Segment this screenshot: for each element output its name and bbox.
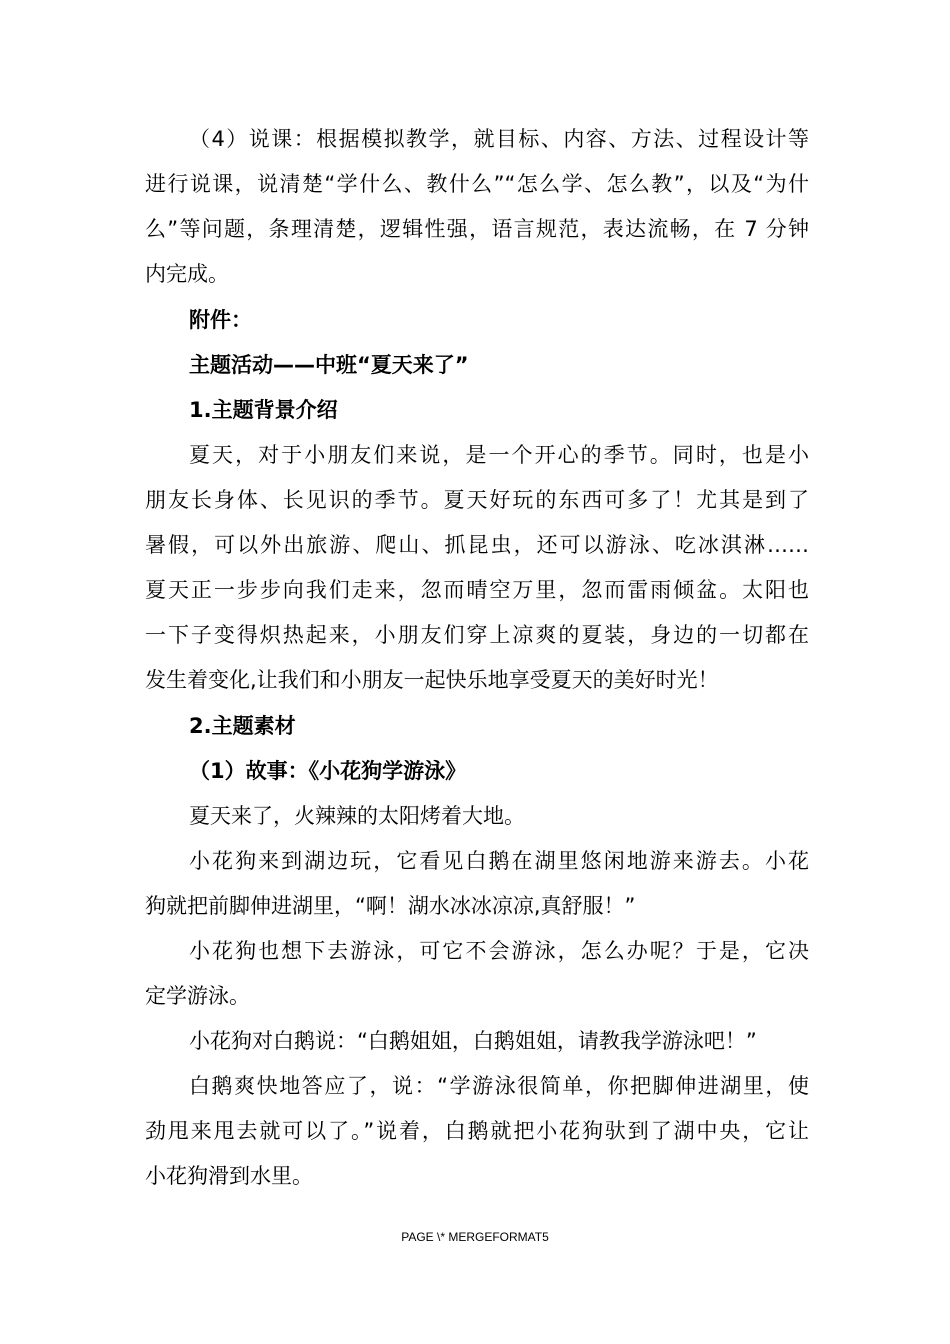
paragraph-line: 白鹅爽快地答应了，说：“学游泳很简单，你把脚伸进湖里，使 (189, 1074, 809, 1098)
attachment-heading: 附件： (189, 308, 252, 332)
paragraph-line: 夏天来了，火辣辣的太阳烤着大地。 (189, 804, 525, 828)
story-title: （1）故事：《小花狗学游泳》 (189, 759, 467, 783)
paragraph-line: （4）说课：根据模拟教学，就目标、内容、方法、过程设计等 (189, 127, 809, 151)
paragraph-line: 狗就把前脚伸进湖里，“啊！湖水冰冰凉凉,真舒服！” (145, 894, 636, 918)
paragraph-line: 夏天正一步步向我们走来，忽而晴空万里，忽而雷雨倾盆。太阳也 (145, 578, 809, 602)
paragraph-line: 内完成。 (145, 262, 229, 286)
paragraph-line: 劲甩来甩去就可以了。”说着，白鹅就把小花狗驮到了湖中央，它让 (145, 1119, 809, 1143)
paragraph-line: 一下子变得炽热起来，小朋友们穿上凉爽的夏装，身边的一切都在 (145, 623, 809, 647)
section-heading-background: 1.主题背景介绍 (189, 398, 338, 422)
theme-title: 主题活动——中班“夏天来了” (189, 353, 469, 377)
section-heading-materials: 2.主题素材 (189, 714, 296, 738)
page-footer: PAGE \* MERGEFORMAT5 (401, 1230, 549, 1244)
paragraph-line: 小花狗来到湖边玩，它看见白鹅在湖里悠闲地游来游去。小花 (189, 849, 809, 873)
paragraph-line: 进行说课，说清楚“学什么、教什么”“怎么学、怎么教”，以及“为什 (145, 172, 809, 196)
paragraph-line: 朋友长身体、长见识的季节。夏天好玩的东西可多了！尤其是到了 (145, 488, 809, 512)
paragraph-line: 小花狗滑到水里。 (145, 1164, 313, 1188)
paragraph-line: 夏天，对于小朋友们来说，是一个开心的季节。同时，也是小 (189, 443, 809, 467)
paragraph-line: 定学游泳。 (145, 984, 250, 1008)
paragraph-line: 小花狗对白鹅说：“白鹅姐姐，白鹅姐姐，请教我学游泳吧！” (189, 1029, 757, 1053)
paragraph-line: 小花狗也想下去游泳，可它不会游泳，怎么办呢？于是，它决 (189, 939, 809, 963)
paragraph-line: 么”等问题，条理清楚，逻辑性强，语言规范，表达流畅，在 7 分钟 (145, 217, 809, 241)
paragraph-line: 发生着变化,让我们和小朋友一起快乐地享受夏天的美好时光！ (145, 668, 719, 692)
paragraph-line: 暑假，可以外出旅游、爬山、抓昆虫，还可以游泳、吃冰淇淋…… (145, 533, 809, 557)
